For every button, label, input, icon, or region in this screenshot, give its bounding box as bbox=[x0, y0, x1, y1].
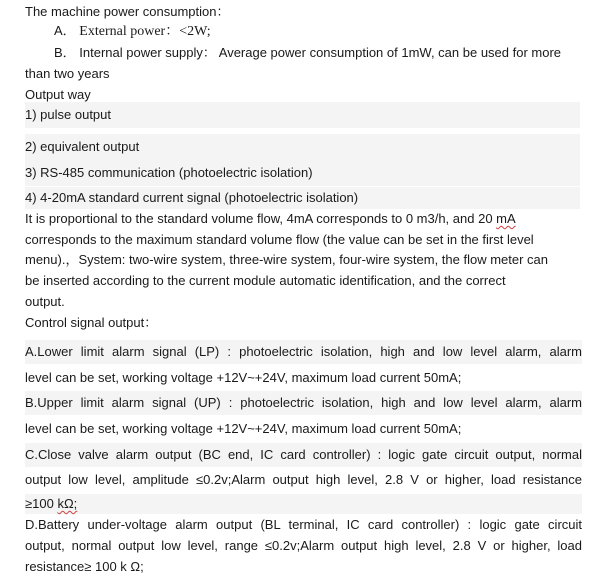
power-item-b-label: B． bbox=[54, 45, 76, 60]
output-desc-line bbox=[25, 250, 582, 270]
control-item-c-line1: C.Close valve alarm output (BC end, IC card controller) : logic gate circuit output, normal bbox=[25, 443, 582, 467]
output-desc-flagged-word: mA bbox=[496, 211, 516, 226]
output-item: 4) 4-20mA standard current signal (photoelectric isolation) bbox=[25, 187, 580, 209]
control-item-c-line3 bbox=[25, 494, 582, 514]
power-item-a bbox=[54, 21, 582, 42]
power-item-b bbox=[54, 43, 582, 63]
control-item-a-line2: level can be set, working voltage +12V~+24V, maximum load current 50mA; bbox=[25, 370, 462, 385]
output-desc-line: be inserted according to the current module automatic identification, and the correct bbox=[25, 273, 506, 288]
output-desc-line: output. bbox=[25, 294, 65, 309]
control-item-d-line2: output, normal output low level, range ≤0.2v;Alarm output high level, 2.8 V or higher, load bbox=[25, 538, 582, 553]
output-desc-text: It is proportional to the standard volume flow, 4mA corresponds to 0 m3/h, and 20 bbox=[25, 211, 497, 226]
control-heading: Control signal output： bbox=[25, 315, 158, 330]
control-item-b-line1: B.Upper limit alarm signal (UP) : photoelectric isolation, high and low level alarm, alarm bbox=[25, 391, 582, 415]
output-item: 3) RS-485 communication (photoelectric isolation) bbox=[25, 160, 580, 186]
output-desc-line: corresponds to the maximum standard volume flow (the value can be set in the first level bbox=[25, 232, 534, 247]
power-heading: The machine power consumption： bbox=[25, 4, 230, 19]
output-desc-line bbox=[25, 209, 582, 229]
control-item-c-flagged-word: kΩ; bbox=[57, 496, 78, 511]
control-item-a-line1: A.Lower limit alarm signal (LP) : photoelectric isolation, high and low level alarm, alarm bbox=[25, 340, 582, 364]
control-item-d-line1: D.Battery under-voltage alarm output (BL terminal, IC card controller) : logic gate circuit bbox=[25, 517, 582, 532]
output-item: 1) pulse output bbox=[25, 102, 580, 128]
output-item: 2) equivalent output bbox=[25, 134, 580, 160]
output-heading: Output way bbox=[25, 87, 91, 102]
power-item-a-text: External power：<2W; bbox=[79, 24, 211, 39]
power-item-b-continued: than two years bbox=[25, 66, 110, 81]
power-item-a-label: A． bbox=[54, 23, 76, 38]
power-item-b-text: Internal power supply： Average power consumption of 1mW, can be used for more bbox=[79, 45, 562, 60]
output-desc-text: menu).，System: two-wire system, three-wire system, four-wire system, the flow meter can bbox=[25, 252, 549, 267]
control-item-b-line2: level can be set, working voltage +12V~+24V, maximum load current 50mA; bbox=[25, 421, 462, 436]
control-item-c-text: ≥100 bbox=[25, 496, 58, 511]
control-item-c-line2: output low level, amplitude ≤0.2v;Alarm output high level, 2.8 V or higher, load resistance bbox=[25, 472, 582, 487]
control-item-d-line3: resistance≥ 100 k Ω; bbox=[25, 559, 144, 574]
